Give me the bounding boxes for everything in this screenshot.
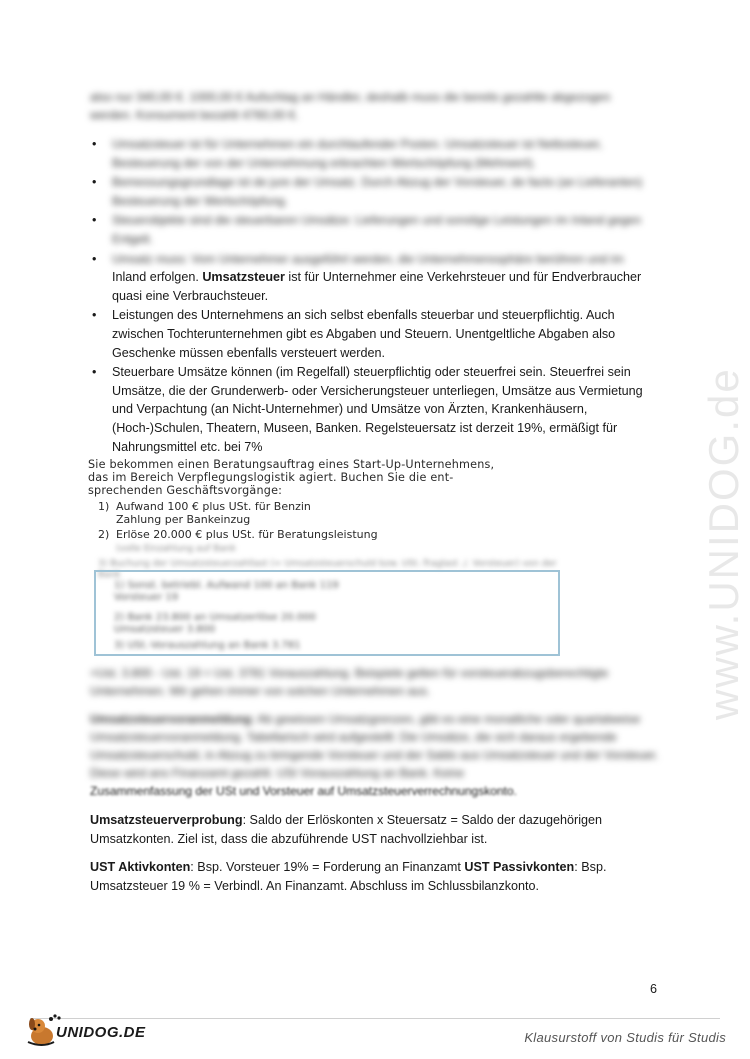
bullet-icon: • [92, 175, 97, 190]
list-item [90, 363, 662, 456]
blurred-text: Bemessungsgrundlage ist de jure der Umsatz. Durch Abzug der Vorsteuer, de facto (an Lieferanten) Besteuerung der Wertschöpfung. [112, 175, 643, 208]
bold-term: UST Aktivkonten [90, 860, 191, 874]
list-item-text [112, 268, 662, 305]
solution-box [94, 570, 560, 656]
exercise-item-line: Erlöse 20.000 € plus USt. für Beratungsleistung [116, 529, 378, 541]
bold-term: UST Passivkonten [464, 860, 575, 874]
list-item-text: Steuerbare Umsätze können (im Regelfall) steuerpflichtig oder steuerfrei sein. Steuerfrei sein Umsätze, die der Grunderwerb- oder Versicherungsteuer unterliegen, Umsätze aus Vermietung und Verpachtung (an Nicht-Unternehmer) und Umsätze von Ärzten, Krankenhäusern, (Hoch-)Schulen, Theatern, Museen, Banken. Regelsteuersatz ist derzeit 19%, ermäßigt für Nahrungsmittel etc. bei 7% [112, 365, 643, 454]
text-fragment: ist für Unternehmer eine Verkehrsteuer und für Endverbraucher [284, 270, 642, 285]
logo-text: UNIDOG.DE [56, 1024, 146, 1041]
blurred-line: werden. Konsument bezahlt 4760,00 €. [90, 108, 299, 122]
item-number: 1) [98, 500, 110, 513]
exercise-heading [88, 458, 566, 497]
bullet-icon: • [92, 308, 97, 323]
blurred-paragraph-mid [90, 664, 662, 700]
solution-row: 1) Sonst. betriebl. Aufwand 100 an Bank 119 [114, 580, 339, 591]
exercise-item-line: Aufwand 100 € plus USt. für Benzin [116, 500, 311, 513]
exercise-item-3-blurred: 3) Buchung der Umsatzsteuerzahllast (= Umsatzsteuerschuld bzw. USt.-Traglast ./. Vorsteuer) von der Bank [98, 558, 557, 580]
list-item [90, 173, 662, 210]
bullet-icon: • [92, 137, 97, 151]
bold-term: Umsatzsteuer [202, 270, 285, 285]
konten-paragraph [90, 858, 662, 895]
blurred-line: =Ust. 3.800 - Ust. 19 = Ust. 3781 Vorauszahlung. Beispiele gelten für vorsteuerabzugsberechtigte [90, 666, 609, 680]
bold-term: Umsatzsteuervoranmeldung [90, 712, 252, 726]
list-item [90, 250, 662, 306]
exercise-item-2-blurred: (volle Einzahlung auf Bank [116, 544, 236, 554]
text-fragment: : Bsp. Vorsteuer 19% = Forderung an Finanzamt [190, 860, 465, 874]
solution-row: 3) USt.-Vorauszahlung an Bank 3.781 [114, 640, 301, 651]
text-fragment: Inland erfolgen. [112, 270, 203, 285]
solution-row: Umsatzsteuer 3.800 [114, 624, 216, 635]
list-item-text: Leistungen des Unternehmens an sich selbst ebenfalls steuerbar und steuerpflichtig. Auch zwischen Tochterunternehmen gibt es Abgaben und Steuern. Unentgeltliche Abgaben also Geschenke müssen ebenfalls versteuert werden. [112, 308, 616, 360]
blurred-text [90, 710, 662, 782]
blurred-text: Steuerobjekte sind die steuerbaren Umsätze: Lieferungen und sonstige Leistungen im Inland gegen Entgelt. [112, 213, 642, 246]
bold-term: Umsatzsteuerverprobung [90, 813, 243, 827]
page-number: 6 [650, 982, 658, 996]
text-fragment: : Ab gewissen Umsatzgrenzen, gibt es eine monatliche oder quartalweise Umsatzsteuervoranmeldung. Tabellarisch wird aufgestellt: Die Umsätze, die sich daraus ergebende Umsatzsteuerschuld, in Abzug zu bringende Vorsteuer und der Saldo aus Umsatzsteuer und der Vorsteuer. Diese wird ans Finanzamt gezahlt. USt Vorauszahlung an Bank. Keine [90, 712, 659, 780]
blurred-text: Umsatzsteuer ist für Unternehmen ein durchlaufender Posten. Umsatzsteuer ist Nettosteuer, Besteuerung der von der Unternehmung erbrachten Wertschöpfung (Mehrwert). [112, 137, 603, 170]
voranmeldung-paragraph [90, 710, 662, 800]
text-fragment: : Bsp. Umsatzsteuer 19 % = Verbindl. An Finanzamt. Abschluss im Schlussbilanzkonto. [90, 860, 607, 893]
exercise-item-line: Zahlung per Bankeinzug [116, 512, 251, 526]
exercise-heading-line: sprechenden Geschäftsvorgänge: [88, 484, 283, 497]
watermark: www.UNIDOG.de [700, 367, 747, 720]
bullet-icon: • [92, 213, 97, 228]
verprobung-paragraph [90, 811, 662, 848]
exercise-heading-line: Sie bekommen einen Beratungsauftrag eines Start-Up-Unternehmens, [88, 458, 495, 471]
blurred-line: also nur 340,00 €. 1000,00 € Aufschlag an Händler, deshalb muss die bereits gezahlte abgezogen [90, 90, 611, 104]
exercise-item-1 [88, 501, 566, 526]
solution-row: Vorsteuer 19 [114, 592, 179, 603]
item-number: 2) [98, 529, 110, 541]
partially-blurred-line: Zusammenfassung der USt und Vorsteuer auf Umsatzsteuerverrechnungskonto. [90, 784, 517, 798]
list-item [90, 306, 662, 362]
blurred-paragraph-top [90, 88, 650, 124]
list-item [90, 135, 662, 172]
bullet-icon: • [92, 365, 97, 380]
solution-row: 2) Bank 23.800 an Umsatzerlöse 20.000 [114, 612, 316, 623]
exercise-heading-line: das im Bereich Verpflegungslogistik agiert. Buchen Sie die ent- [88, 471, 454, 484]
list-item [90, 211, 662, 248]
blurred-text: Umsatz muss: Vom Unternehmer ausgeführt werden, die Unternehmenssphäre berühren und im [112, 251, 624, 266]
bullet-list [90, 135, 662, 457]
bullet-icon: • [92, 251, 97, 266]
exercise-image [88, 458, 566, 658]
blurred-line: Unternehmen. Wir gehen immer von solchen Unternehmen aus. [90, 684, 431, 698]
text-fragment: quasi eine Verbrauchsteuer. [112, 288, 269, 303]
footer-slogan: Klausurstoff von Studis für Studis [524, 1030, 726, 1045]
text-fragment: : Saldo der Erlöskonten x Steuersatz = Saldo der dazugehörigen Umsatzkonten. Ziel ist, dass die abzuführende UST nachvollziehbar ist. [90, 813, 603, 846]
exercise-item-2 [88, 529, 566, 543]
